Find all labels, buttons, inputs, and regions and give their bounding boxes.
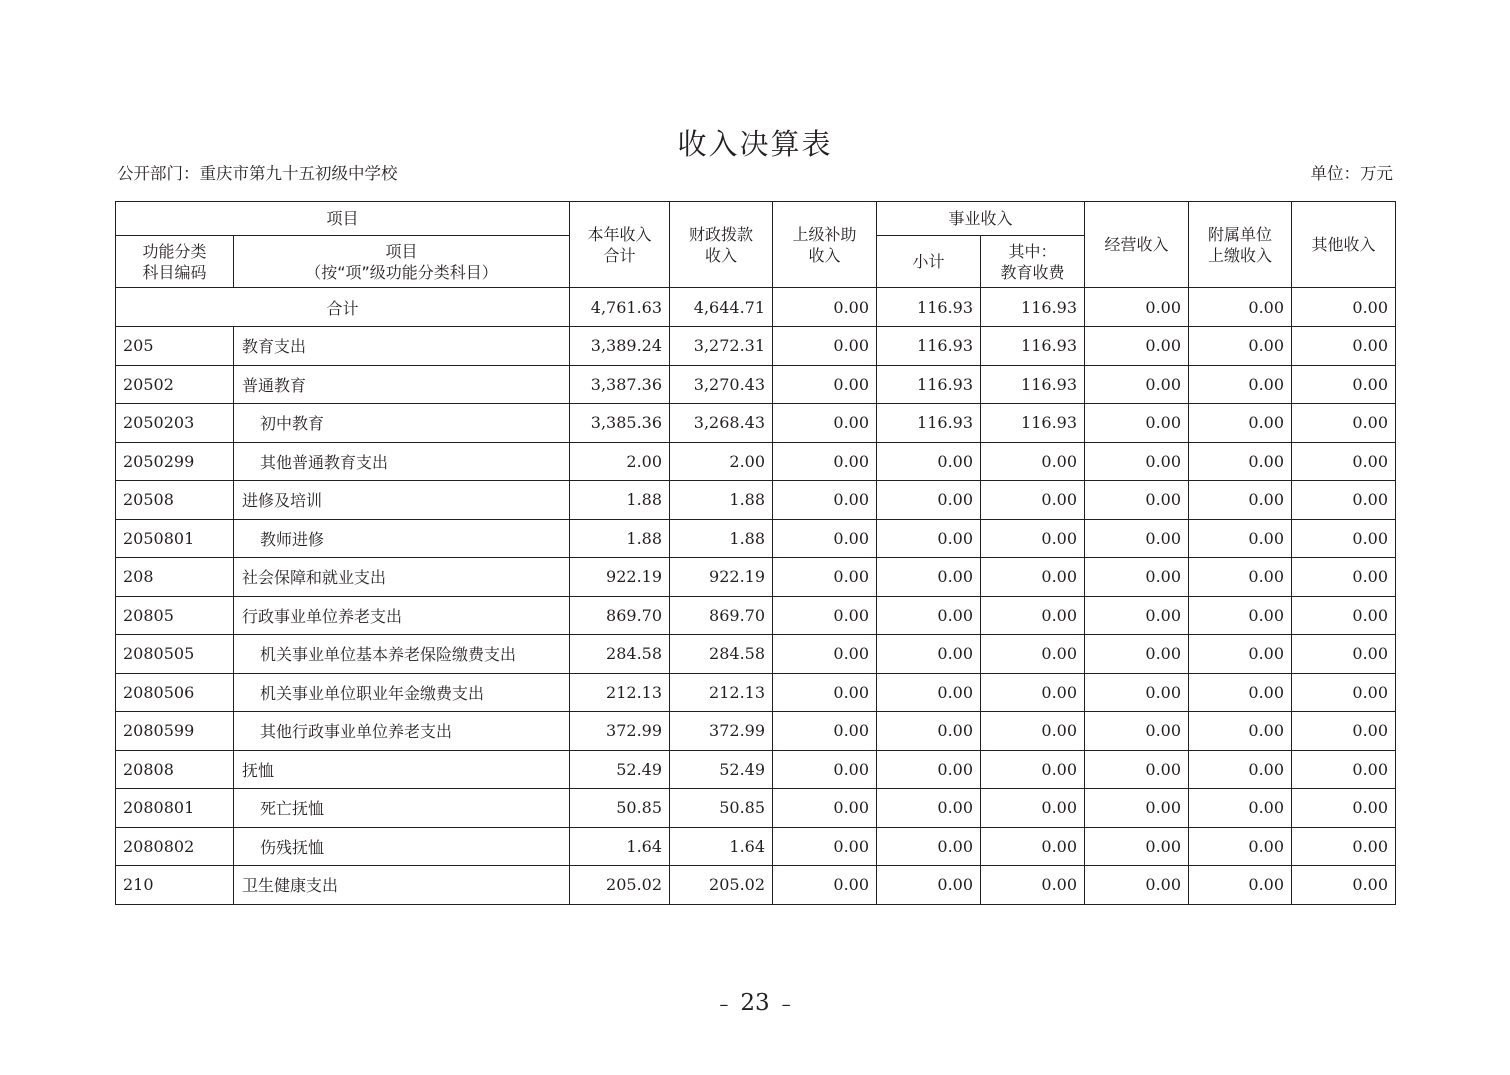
row-value-cell: 0.00 <box>877 789 981 828</box>
row-value-cell: 0.00 <box>773 519 877 558</box>
table-row <box>116 519 1396 558</box>
row-value-cell: 0.00 <box>1189 365 1292 404</box>
row-value-cell: 372.99 <box>670 712 773 751</box>
row-value-cell: 0.00 <box>1189 327 1292 366</box>
row-value-cell: 284.58 <box>670 635 773 674</box>
header-business-income: 事业收入 <box>877 202 1085 236</box>
row-name: 进修及培训 <box>234 481 570 520</box>
row-value-cell: 116.93 <box>981 327 1085 366</box>
header-education-fee <box>981 236 1085 288</box>
header-fiscal-line2: 收入 <box>705 245 738 265</box>
header-item-group: 项目 <box>116 202 570 236</box>
row-value-cell: 0.00 <box>1189 404 1292 443</box>
row-value-cell: 869.70 <box>670 596 773 635</box>
row-value-cell: 0.00 <box>773 404 877 443</box>
row-value-cell: 0.00 <box>877 673 981 712</box>
row-value-cell: 0.00 <box>877 481 981 520</box>
row-value-cell: 0.00 <box>1085 596 1189 635</box>
row-name: 行政事业单位养老支出 <box>234 596 570 635</box>
row-value-cell: 0.00 <box>981 596 1085 635</box>
row-value-cell: 0.00 <box>1085 712 1189 751</box>
row-code: 2080505 <box>116 635 234 674</box>
row-name: 社会保障和就业支出 <box>234 558 570 597</box>
header-subtotal: 小计 <box>877 236 981 288</box>
table-row <box>116 596 1396 635</box>
row-value-cell: 0.00 <box>1292 750 1396 789</box>
table-row <box>116 481 1396 520</box>
row-value-cell: 0.00 <box>877 635 981 674</box>
row-value-cell: 3,270.43 <box>670 365 773 404</box>
header-total-line2: 合计 <box>603 245 636 265</box>
unit-label: 单位：万元 <box>1310 164 1393 183</box>
row-name: 普通教育 <box>234 365 570 404</box>
row-value-cell: 0.00 <box>1085 519 1189 558</box>
row-value-cell: 0.00 <box>1292 712 1396 751</box>
row-value-cell: 0.00 <box>773 442 877 481</box>
row-value-cell: 1.64 <box>570 827 670 866</box>
header-other-income: 其他收入 <box>1292 202 1396 288</box>
page-number-value: 23 <box>740 990 770 1016</box>
page-dash-left: – <box>719 994 729 1015</box>
row-value-cell: 0.00 <box>981 827 1085 866</box>
row-value-cell: 0.00 <box>877 519 981 558</box>
row-value-cell: 0.00 <box>1292 481 1396 520</box>
row-name: 初中教育 <box>234 404 570 443</box>
row-value-cell: 0.00 <box>1085 481 1189 520</box>
row-value-cell: 869.70 <box>570 596 670 635</box>
row-value-cell: 0.00 <box>773 866 877 905</box>
row-value-cell: 0.00 <box>1189 481 1292 520</box>
row-name: 伤残抚恤 <box>234 827 570 866</box>
row-value-cell: 0.00 <box>1189 712 1292 751</box>
header-code <box>116 236 234 288</box>
row-value-cell: 0.00 <box>773 558 877 597</box>
department-label: 公开部门：重庆市第九十五初级中学校 <box>117 164 398 183</box>
row-name: 教师进修 <box>234 519 570 558</box>
row-value-cell: 372.99 <box>570 712 670 751</box>
table-row <box>116 789 1396 828</box>
row-value-cell: 3,387.36 <box>570 365 670 404</box>
row-value-cell: 0.00 <box>1292 866 1396 905</box>
row-value-cell: 0.00 <box>1292 442 1396 481</box>
row-value-cell: 212.13 <box>570 673 670 712</box>
row-value-cell: 0.00 <box>981 481 1085 520</box>
row-value-cell: 0.00 <box>1189 558 1292 597</box>
header-superior-line1: 上级补助 <box>792 224 857 244</box>
header-name <box>234 236 570 288</box>
row-value-cell: 0.00 <box>1085 750 1189 789</box>
row-value-cell: 0.00 <box>1189 673 1292 712</box>
table-row <box>116 827 1396 866</box>
row-value-cell: 0.00 <box>773 481 877 520</box>
row-value-cell: 3,268.43 <box>670 404 773 443</box>
header-affiliated-line2: 上缴收入 <box>1208 245 1273 265</box>
row-value-cell: 116.93 <box>877 404 981 443</box>
row-value-cell: 0.00 <box>773 635 877 674</box>
row-value-cell: 0.00 <box>1085 404 1189 443</box>
row-name: 卫生健康支出 <box>234 866 570 905</box>
row-value-cell: 3,385.36 <box>570 404 670 443</box>
row-value-cell: 0.00 <box>1085 558 1189 597</box>
row-value-cell: 0.00 <box>981 750 1085 789</box>
total-cell: 0.00 <box>1292 288 1396 327</box>
row-code: 20502 <box>116 365 234 404</box>
row-value-cell: 0.00 <box>981 673 1085 712</box>
row-name: 其他普通教育支出 <box>234 442 570 481</box>
row-value-cell: 0.00 <box>1292 673 1396 712</box>
total-cell: 116.93 <box>877 288 981 327</box>
total-cell: 4,644.71 <box>670 288 773 327</box>
row-name: 抚恤 <box>234 750 570 789</box>
header-superior-line2: 收入 <box>808 245 841 265</box>
total-label: 合计 <box>116 288 570 327</box>
row-value-cell: 0.00 <box>981 519 1085 558</box>
row-value-cell: 0.00 <box>1085 673 1189 712</box>
table-row <box>116 442 1396 481</box>
row-value-cell: 1.64 <box>670 827 773 866</box>
row-value-cell: 0.00 <box>1292 519 1396 558</box>
row-value-cell: 0.00 <box>773 827 877 866</box>
row-value-cell: 1.88 <box>570 519 670 558</box>
row-value-cell: 0.00 <box>877 558 981 597</box>
row-value-cell: 116.93 <box>877 365 981 404</box>
row-code: 20808 <box>116 750 234 789</box>
header-affiliated-income <box>1189 202 1292 288</box>
row-value-cell: 0.00 <box>1292 327 1396 366</box>
row-value-cell: 0.00 <box>1292 635 1396 674</box>
row-name: 机关事业单位职业年金缴费支出 <box>234 673 570 712</box>
row-value-cell: 52.49 <box>570 750 670 789</box>
row-value-cell: 0.00 <box>1189 519 1292 558</box>
header-code-line1: 功能分类 <box>142 241 207 261</box>
row-value-cell: 0.00 <box>1189 442 1292 481</box>
row-code: 2050801 <box>116 519 234 558</box>
row-code: 2080506 <box>116 673 234 712</box>
row-value-cell: 3,389.24 <box>570 327 670 366</box>
row-name: 死亡抚恤 <box>234 789 570 828</box>
row-value-cell: 0.00 <box>1189 596 1292 635</box>
row-value-cell: 0.00 <box>1085 442 1189 481</box>
row-name: 机关事业单位基本养老保险缴费支出 <box>234 635 570 674</box>
header-code-line2: 科目编码 <box>142 262 207 282</box>
row-value-cell: 212.13 <box>670 673 773 712</box>
row-value-cell: 0.00 <box>877 712 981 751</box>
row-value-cell: 0.00 <box>981 866 1085 905</box>
row-value-cell: 0.00 <box>877 866 981 905</box>
row-value-cell: 0.00 <box>981 712 1085 751</box>
header-name-line1: 项目 <box>385 241 418 261</box>
row-value-cell: 0.00 <box>1189 750 1292 789</box>
row-value-cell: 0.00 <box>1085 866 1189 905</box>
header-superior-income <box>773 202 877 288</box>
header-total-line1: 本年收入 <box>587 224 652 244</box>
row-value-cell: 205.02 <box>570 866 670 905</box>
row-value-cell: 0.00 <box>981 789 1085 828</box>
row-value-cell: 0.00 <box>1189 635 1292 674</box>
header-fiscal-income <box>670 202 773 288</box>
row-code: 2050299 <box>116 442 234 481</box>
row-value-cell: 0.00 <box>773 789 877 828</box>
row-value-cell: 205.02 <box>670 866 773 905</box>
row-value-cell: 1.88 <box>570 481 670 520</box>
header-operating-income: 经营收入 <box>1085 202 1189 288</box>
row-value-cell: 116.93 <box>877 327 981 366</box>
row-value-cell: 0.00 <box>1292 558 1396 597</box>
row-value-cell: 116.93 <box>981 365 1085 404</box>
table-row <box>116 866 1396 905</box>
row-value-cell: 0.00 <box>1085 789 1189 828</box>
total-row <box>116 288 1396 327</box>
table-row <box>116 404 1396 443</box>
row-value-cell: 0.00 <box>981 442 1085 481</box>
row-value-cell: 50.85 <box>570 789 670 828</box>
row-code: 2080802 <box>116 827 234 866</box>
row-value-cell: 2.00 <box>570 442 670 481</box>
total-cell: 0.00 <box>1085 288 1189 327</box>
row-code: 2050203 <box>116 404 234 443</box>
row-value-cell: 922.19 <box>570 558 670 597</box>
row-value-cell: 0.00 <box>1189 866 1292 905</box>
table-row <box>116 558 1396 597</box>
total-cell: 4,761.63 <box>570 288 670 327</box>
header-fiscal-line1: 财政拨款 <box>689 224 754 244</box>
row-value-cell: 0.00 <box>981 558 1085 597</box>
row-code: 20805 <box>116 596 234 635</box>
row-value-cell: 0.00 <box>773 712 877 751</box>
row-code: 20508 <box>116 481 234 520</box>
row-value-cell: 1.88 <box>670 481 773 520</box>
total-cell: 0.00 <box>1189 288 1292 327</box>
row-code: 205 <box>116 327 234 366</box>
row-value-cell: 0.00 <box>1292 827 1396 866</box>
total-cell: 0.00 <box>773 288 877 327</box>
row-value-cell: 3,272.31 <box>670 327 773 366</box>
row-value-cell: 922.19 <box>670 558 773 597</box>
income-statement-table <box>115 201 1396 905</box>
table-row <box>116 673 1396 712</box>
row-value-cell: 0.00 <box>1292 365 1396 404</box>
header-total-income <box>570 202 670 288</box>
row-value-cell: 284.58 <box>570 635 670 674</box>
row-value-cell: 0.00 <box>877 442 981 481</box>
row-value-cell: 0.00 <box>877 827 981 866</box>
row-value-cell: 2.00 <box>670 442 773 481</box>
row-value-cell: 0.00 <box>981 635 1085 674</box>
header-affiliated-line1: 附属单位 <box>1208 224 1273 244</box>
row-value-cell: 0.00 <box>773 365 877 404</box>
total-cell: 116.93 <box>981 288 1085 327</box>
page-title: 收入决算表 <box>677 127 833 161</box>
header-edu-line2: 教育收费 <box>1000 262 1065 282</box>
row-value-cell: 0.00 <box>1085 827 1189 866</box>
row-value-cell: 0.00 <box>1085 365 1189 404</box>
row-value-cell: 0.00 <box>773 596 877 635</box>
row-value-cell: 0.00 <box>1292 404 1396 443</box>
table-row <box>116 365 1396 404</box>
row-code: 2080801 <box>116 789 234 828</box>
header-edu-line1: 其中： <box>1008 241 1057 261</box>
row-name: 其他行政事业单位养老支出 <box>234 712 570 751</box>
row-code: 208 <box>116 558 234 597</box>
row-value-cell: 0.00 <box>773 673 877 712</box>
row-value-cell: 0.00 <box>1085 327 1189 366</box>
table-row <box>116 750 1396 789</box>
row-value-cell: 0.00 <box>773 750 877 789</box>
row-value-cell: 0.00 <box>1292 789 1396 828</box>
row-code: 210 <box>116 866 234 905</box>
row-value-cell: 0.00 <box>1189 789 1292 828</box>
row-value-cell: 116.93 <box>981 404 1085 443</box>
row-value-cell: 0.00 <box>877 596 981 635</box>
row-value-cell: 50.85 <box>670 789 773 828</box>
row-value-cell: 0.00 <box>877 750 981 789</box>
table-row <box>116 712 1396 751</box>
table-row <box>116 327 1396 366</box>
row-name: 教育支出 <box>234 327 570 366</box>
row-code: 2080599 <box>116 712 234 751</box>
row-value-cell: 52.49 <box>670 750 773 789</box>
row-value-cell: 0.00 <box>1292 596 1396 635</box>
row-value-cell: 0.00 <box>773 327 877 366</box>
row-value-cell: 1.88 <box>670 519 773 558</box>
header-name-line2: （按“项”级功能分类科目） <box>305 262 498 282</box>
page-dash-right: – <box>781 994 791 1015</box>
table-row <box>116 635 1396 674</box>
row-value-cell: 0.00 <box>1085 635 1189 674</box>
page-number <box>0 990 1510 1016</box>
row-value-cell: 0.00 <box>1189 827 1292 866</box>
